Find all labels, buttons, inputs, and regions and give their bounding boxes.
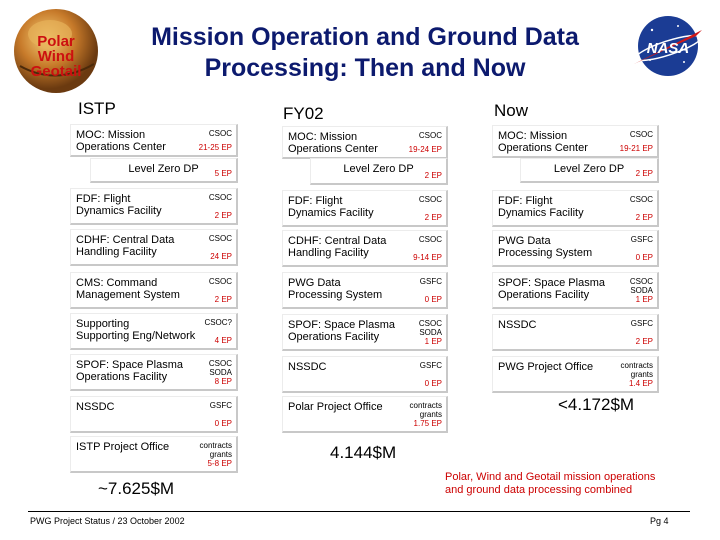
org-box-organization: CSOC — [629, 130, 653, 139]
org-box-organization: contracts grants — [199, 441, 232, 459]
org-box-organization: GSFC — [209, 401, 232, 410]
cost-istp: ~7.625$M — [98, 479, 175, 498]
org-box — [70, 188, 238, 225]
org-box-organization: CSOC — [208, 193, 232, 202]
org-box — [70, 229, 238, 266]
org-box-organization: contracts grants — [409, 401, 442, 419]
org-box-name: MOC: Mission Operations Center — [288, 131, 378, 155]
org-box-ep: 2 EP — [214, 295, 232, 304]
org-box-name: FDF: Flight Dynamics Facility — [498, 195, 584, 219]
org-box-organization: CSOC SODA — [629, 277, 653, 295]
org-box-name: NSSDC — [288, 361, 327, 373]
org-box-name: NSSDC — [498, 319, 537, 331]
cost-now: <4.172$M — [558, 395, 635, 414]
org-box-name: NSSDC — [76, 401, 115, 413]
column-heading-istp: ISTP — [78, 99, 116, 118]
org-box — [492, 272, 659, 309]
org-box-name: FDF: Flight Dynamics Facility — [288, 195, 374, 219]
org-box — [282, 314, 448, 351]
org-box-name: ISTP Project Office — [76, 441, 170, 453]
org-box-ep: 1.75 EP — [413, 419, 442, 428]
org-box-name: MOC: Mission Operations Center — [76, 129, 166, 153]
org-box-name: SPOF: Space Plasma Operations Facility — [288, 319, 395, 343]
org-box-name: PWG Data Processing System — [498, 235, 593, 259]
column-heading-now: Now — [494, 101, 529, 120]
org-box — [70, 124, 238, 157]
org-box-organization: GSFC — [419, 277, 442, 286]
org-box-name: Supporting Supporting Eng/Network — [76, 318, 196, 342]
org-box-name: SPOF: Space Plasma Operations Facility — [76, 359, 183, 383]
org-box-ep: 2 EP — [635, 213, 653, 222]
org-box — [70, 272, 238, 309]
org-box-organization: CSOC — [418, 131, 442, 140]
org-box-ep: 5 EP — [214, 169, 232, 178]
org-box — [282, 230, 448, 267]
org-box — [520, 158, 659, 183]
org-box-name: Level Zero DP — [553, 163, 625, 175]
polar-wind-geotail-logo — [10, 6, 102, 96]
org-box-ep: 2 EP — [635, 169, 653, 178]
org-box-name: Polar Project Office — [288, 401, 383, 413]
org-box — [282, 356, 448, 393]
org-box-name: CMS: Command Management System — [76, 277, 180, 301]
org-box-name: MOC: Mission Operations Center — [498, 130, 588, 154]
org-box — [282, 126, 448, 159]
combined-note: Polar, Wind and Geotail mission operations and ground data processing combined — [445, 471, 656, 496]
org-box — [70, 354, 238, 391]
org-box-organization: contracts grants — [620, 361, 653, 379]
org-box-organization: CSOC — [629, 195, 653, 204]
footer-left: PWG Project Status / 23 October 2002 — [30, 516, 185, 526]
org-box-name: Level Zero DP — [343, 163, 414, 175]
org-box-organization: CSOC — [418, 195, 442, 204]
org-box-name: Level Zero DP — [128, 163, 199, 175]
org-box-ep: 21-25 EP — [198, 143, 232, 152]
org-box-ep: 1.4 EP — [628, 379, 653, 388]
org-box — [70, 313, 238, 350]
org-box-ep: 5-8 EP — [207, 459, 232, 468]
org-box — [90, 158, 238, 183]
org-box — [492, 230, 659, 267]
org-box — [310, 158, 448, 185]
logo-word-polar: Polar — [37, 33, 75, 50]
org-box — [492, 125, 659, 158]
org-box — [282, 190, 448, 227]
org-box-organization: CSOC — [208, 129, 232, 138]
org-box-name: SPOF: Space Plasma Operations Facility — [498, 277, 605, 301]
org-box-ep: 0 EP — [424, 295, 442, 304]
org-box-ep: 0 EP — [424, 379, 442, 388]
org-box-organization: CSOC SODA — [418, 319, 442, 337]
org-box — [70, 396, 238, 433]
org-box-name: PWG Project Office — [498, 361, 594, 373]
org-box-organization: CSOC? — [204, 318, 232, 327]
org-box-organization: GSFC — [630, 319, 653, 328]
org-box — [492, 314, 659, 351]
org-box-ep: 9-14 EP — [413, 253, 442, 262]
footer-rule — [28, 511, 690, 512]
org-box-name: CDHF: Central Data Handling Facility — [288, 235, 387, 259]
org-box-ep: 2 EP — [424, 171, 442, 180]
cost-fy02: 4.144$M — [330, 443, 397, 462]
logo-word-geotail: Geotail — [30, 63, 82, 80]
footer-page: Pg 4 — [650, 516, 669, 526]
org-box-organization: GSFC — [419, 361, 442, 370]
org-box — [282, 396, 448, 433]
org-box-name: CDHF: Central Data Handling Facility — [76, 234, 175, 258]
nasa-logo — [630, 12, 706, 80]
slide-title: Mission Operation and Ground Data Processing: Then and Now — [151, 23, 579, 82]
nasa-logo-text: NASA — [646, 40, 690, 57]
org-box-ep: 2 EP — [424, 213, 442, 222]
org-box-ep: 2 EP — [214, 211, 232, 220]
org-box-organization: GSFC — [630, 235, 653, 244]
org-box-ep: 4 EP — [214, 336, 232, 345]
org-box-ep: 0 EP — [635, 253, 653, 262]
org-box-organization: CSOC — [208, 234, 232, 243]
org-box-organization: CSOC — [418, 235, 442, 244]
org-box-organization: CSOC SODA — [208, 359, 232, 377]
org-box-name: PWG Data Processing System — [288, 277, 383, 301]
org-box-ep: 1 EP — [424, 337, 442, 346]
org-box-ep: 24 EP — [210, 252, 232, 261]
org-box-ep: 8 EP — [214, 377, 232, 386]
org-box-ep: 2 EP — [635, 337, 653, 346]
column-heading-fy02: FY02 — [283, 104, 324, 123]
org-box — [492, 356, 659, 393]
org-box-organization: CSOC — [208, 277, 232, 286]
org-box-ep: 0 EP — [214, 419, 232, 428]
org-box — [492, 190, 659, 227]
logo-word-wind: Wind — [37, 48, 75, 65]
org-box-ep: 19-24 EP — [408, 145, 442, 154]
org-box-name: FDF: Flight Dynamics Facility — [76, 193, 162, 217]
org-box-ep: 19-21 EP — [619, 144, 653, 153]
org-box — [70, 436, 238, 473]
org-box-ep: 1 EP — [635, 295, 653, 304]
org-box — [282, 272, 448, 309]
